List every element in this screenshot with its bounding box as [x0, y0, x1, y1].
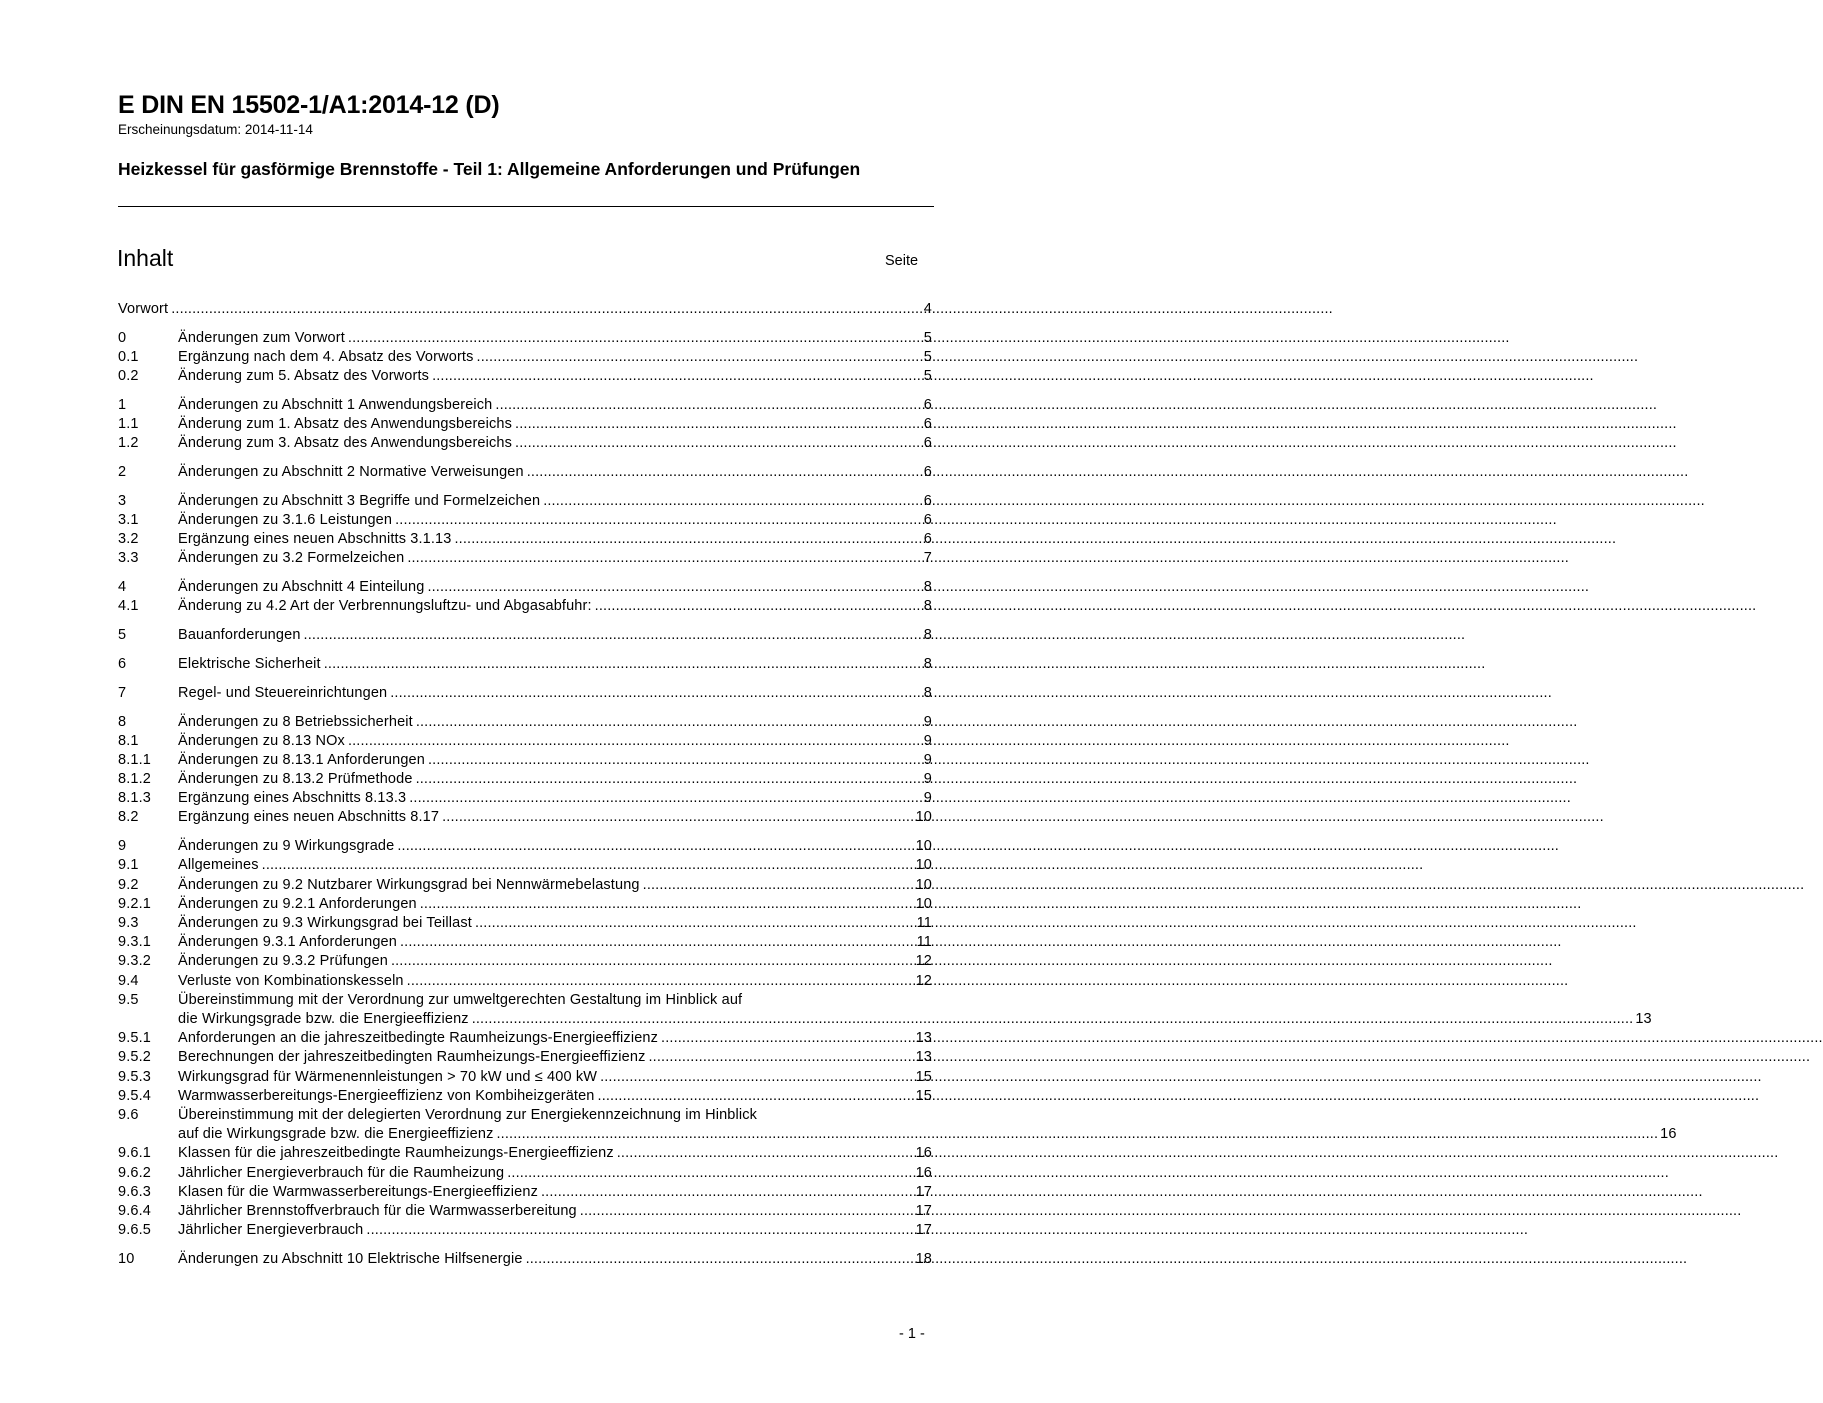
- toc-entry-page: 9: [923, 732, 932, 749]
- page-number: - 1 -: [899, 1326, 925, 1342]
- toc-entry-title: Änderungen zu Abschnitt 3 Begriffe und Formelzeichen: [178, 492, 541, 509]
- toc-entry-page: 13: [915, 1030, 932, 1047]
- toc-dot-leader: [495, 396, 921, 415]
- toc-dot-leader: [324, 655, 922, 674]
- toc-entry-number: 8.1: [118, 732, 139, 749]
- toc-entry[interactable]: [118, 1250, 932, 1269]
- toc-entry-page: 16: [915, 1145, 932, 1162]
- toc-entry-page: 6: [923, 435, 932, 452]
- toc-entry[interactable]: [118, 434, 932, 453]
- toc-entry-number: 1.1: [118, 416, 139, 433]
- toc-entry-page: 15: [915, 1068, 932, 1085]
- toc-dot-leader: [526, 1250, 914, 1269]
- toc-entry-page: 5: [923, 329, 932, 346]
- toc-entry-title: Änderungen zu 8 Betriebssicherheit: [178, 713, 413, 730]
- toc-entry-page: 6: [923, 464, 932, 481]
- toc-entry-title: Vorwort: [118, 301, 169, 317]
- toc-dot-leader: [395, 511, 922, 530]
- title-divider: [118, 206, 934, 207]
- toc-entry-title: Änderung zum 3. Absatz des Anwendungsbereichs: [178, 435, 513, 452]
- toc-entry-page: 6: [923, 396, 932, 413]
- toc-entry-number: 0.2: [118, 368, 139, 385]
- toc-entry[interactable]: [118, 1029, 932, 1048]
- toc-entry-page: 7: [923, 550, 932, 567]
- toc-entry-number: 9.3.1: [118, 934, 151, 951]
- toc-entry-page: 13: [1635, 1010, 1652, 1027]
- toc-dot-leader: [416, 770, 922, 789]
- toc-entry-title: Bauanforderungen: [178, 627, 301, 644]
- toc-entry[interactable]: [118, 933, 932, 952]
- toc-entry-page: 9: [923, 751, 932, 768]
- toc-entry-page: 10: [915, 838, 932, 855]
- toc-entry-title: Allgemeines: [178, 857, 259, 874]
- toc-entry-number: 9: [118, 838, 127, 855]
- toc-entry[interactable]: [118, 1144, 932, 1163]
- toc-entry-title: Übereinstimmung mit der Verordnung zur umweltgerechten Gestaltung im Hinblick auf: [178, 991, 743, 1008]
- toc-dot-leader: [455, 530, 922, 549]
- toc-entry-number: 0.1: [118, 348, 139, 365]
- toc-dot-leader: [442, 808, 913, 827]
- toc-entry-number: 9.5.1: [118, 1030, 151, 1047]
- toc-entry-number: 2: [118, 464, 127, 481]
- toc-dot-leader: [649, 1048, 914, 1067]
- toc-entry-title: Anforderungen an die jahreszeitbedingte Raumheizungs-Energieeffizienz: [178, 1030, 659, 1047]
- toc-entry-title: Berechnungen der jahreszeitbedingten Raumheizungs-Energieeffizienz: [178, 1049, 646, 1066]
- toc-entry-title-continued: die Wirkungsgrade bzw. die Energieeffizienz: [178, 1010, 469, 1027]
- toc-entry-number: 9.6.4: [118, 1202, 151, 1219]
- toc-entry-number: 9.6: [118, 1106, 139, 1123]
- toc-dot-leader: [497, 1125, 1659, 1144]
- toc-dot-leader: [171, 300, 922, 319]
- toc-entry-title: Änderungen zu Abschnitt 1 Anwendungsbereich: [178, 396, 493, 413]
- publication-date: Erscheinungsdatum: 2014-11-14: [118, 122, 313, 137]
- toc-entry-title: Regel- und Steuereinrichtungen: [178, 684, 388, 701]
- toc-entry-page: 13: [915, 1049, 932, 1066]
- toc-entry-title: Ergänzung nach dem 4. Absatz des Vorworts: [178, 348, 474, 365]
- toc-entry[interactable]: [118, 684, 932, 703]
- document-title: E DIN EN 15502-1/A1:2014-12 (D): [118, 91, 500, 119]
- toc-entry-title: Änderungen zu 9 Wirkungsgrade: [178, 838, 395, 855]
- toc-entry-number: 1.2: [118, 435, 139, 452]
- toc-entry-title: Änderungen zu Abschnitt 4 Einteilung: [178, 579, 425, 596]
- toc-entry[interactable]: [118, 1048, 932, 1067]
- toc-entry[interactable]: [118, 492, 932, 511]
- toc-entry-title: Änderungen zu 8.13 NOx: [178, 732, 345, 749]
- table-of-contents: [118, 300, 1677, 1269]
- toc-entry-page: 17: [915, 1222, 932, 1239]
- toc-dot-leader: [580, 1202, 914, 1221]
- toc-entry[interactable]: [118, 463, 932, 482]
- toc-entry-number: 8.1.1: [118, 751, 151, 768]
- toc-dot-leader: [348, 329, 922, 348]
- toc-entry[interactable]: [118, 789, 932, 808]
- toc-entry-page: 16: [1660, 1126, 1677, 1143]
- toc-dot-leader: [598, 1087, 914, 1106]
- toc-entry-number: 9.2.1: [118, 895, 151, 912]
- toc-entry-title: Ergänzung eines neuen Abschnitts 3.1.13: [178, 531, 452, 548]
- toc-entry-number: 9.6.1: [118, 1145, 151, 1162]
- toc-entry-title: Änderungen zu 3.1.6 Leistungen: [178, 512, 393, 529]
- toc-dot-leader: [427, 578, 921, 597]
- toc-entry-title: Änderungen zu 8.13.1 Anforderungen: [178, 751, 425, 768]
- toc-entry-page: 8: [923, 627, 932, 644]
- toc-dot-leader: [400, 933, 915, 952]
- toc-entry-page: 4: [923, 301, 932, 317]
- toc-entry[interactable]: [118, 396, 932, 415]
- toc-entry-page: 10: [915, 857, 932, 874]
- toc-entry-page: 9: [923, 771, 932, 788]
- toc-dot-leader: [595, 597, 922, 616]
- toc-entry-title: Wirkungsgrad für Wärmenennleistungen > 70 kW und ≤ 400 kW: [178, 1068, 598, 1085]
- toc-entry[interactable]: [118, 329, 932, 348]
- toc-entry-title: Übereinstimmung mit der delegierten Verordnung zur Energiekennzeichnung im Hinblick: [178, 1106, 758, 1123]
- toc-entry[interactable]: [118, 578, 932, 597]
- toc-entry[interactable]: [118, 626, 932, 645]
- toc-entry-title: Änderungen zu 3.2 Formelzeichen: [178, 550, 405, 567]
- toc-entry-page: 9: [923, 713, 932, 730]
- toc-entry-title: Klasen für die Warmwasserbereitungs-Energieeffizienz: [178, 1183, 538, 1200]
- toc-entry-page: 6: [923, 512, 932, 529]
- toc-dot-leader: [472, 1010, 1634, 1029]
- toc-entry[interactable]: [118, 808, 932, 827]
- toc-entry[interactable]: [118, 1087, 932, 1106]
- toc-entry-number: 5: [118, 627, 127, 644]
- toc-entry-title: Änderung zum 5. Absatz des Vorworts: [178, 368, 430, 385]
- toc-dot-leader: [262, 856, 914, 875]
- toc-dot-leader: [600, 1068, 913, 1087]
- toc-dot-leader: [543, 492, 922, 511]
- toc-page-column-label: Seite: [885, 253, 919, 269]
- toc-entry-number: 9.1: [118, 857, 139, 874]
- toc-entry[interactable]: [118, 770, 932, 789]
- toc-entry-number: 9.6.3: [118, 1183, 151, 1200]
- toc-entry-number: 3: [118, 492, 127, 509]
- toc-dot-leader: [390, 684, 922, 703]
- toc-entry[interactable]: [118, 1202, 932, 1221]
- toc-entry[interactable]: [118, 655, 932, 674]
- toc-entry-title: Änderungen zu 8.13.2 Prüfmethode: [178, 771, 413, 788]
- toc-entry-number: 8.1.3: [118, 790, 151, 807]
- toc-dot-leader: [397, 837, 913, 856]
- toc-entry-number: 3.1: [118, 512, 139, 529]
- toc-entry-number: 9.2: [118, 876, 139, 893]
- toc-entry-number: 9.5.4: [118, 1087, 151, 1104]
- toc-dot-leader: [475, 914, 915, 933]
- toc-dot-leader: [391, 952, 914, 971]
- toc-entry[interactable]: [118, 914, 932, 933]
- toc-dot-leader: [541, 1183, 914, 1202]
- toc-entry-title: Änderungen zu 9.2 Nutzbarer Wirkungsgrad bei Nennwärmebelastung: [178, 876, 640, 893]
- toc-dot-leader: [515, 434, 922, 453]
- toc-entry-title: Änderungen zu Abschnitt 10 Elektrische Hilfsenergie: [178, 1250, 523, 1267]
- toc-dot-leader: [420, 895, 914, 914]
- toc-entry[interactable]: [118, 1106, 1677, 1144]
- toc-entry-page: 8: [923, 684, 932, 701]
- toc-entry-page: 10: [915, 876, 932, 893]
- toc-entry-page: 6: [923, 531, 932, 548]
- toc-entry-number: 8: [118, 713, 127, 730]
- toc-entry-number: 4: [118, 579, 127, 596]
- toc-entry[interactable]: [118, 837, 932, 856]
- toc-entry-number: 9.5.2: [118, 1049, 151, 1066]
- toc-entry-number: 9.5: [118, 991, 139, 1008]
- toc-entry-title: Jährlicher Energieverbrauch: [178, 1222, 364, 1239]
- toc-entry-page: 9: [923, 790, 932, 807]
- toc-entry-page: 8: [923, 579, 932, 596]
- toc-entry-page: 8: [923, 598, 932, 615]
- toc-entry[interactable]: [118, 530, 932, 549]
- toc-entry[interactable]: [118, 856, 932, 875]
- toc-entry-page: 16: [915, 1164, 932, 1181]
- toc-entry-title: Warmwasserbereitungs-Energieeffizienz von Kombiheizgeräten: [178, 1087, 595, 1104]
- toc-entry-page: 5: [923, 348, 932, 365]
- toc-entry[interactable]: [118, 732, 932, 751]
- toc-heading: Inhalt: [117, 245, 174, 271]
- toc-entry-title: Änderungen zu Abschnitt 2 Normative Verweisungen: [178, 464, 524, 481]
- toc-entry-number: 3.3: [118, 550, 139, 567]
- toc-entry-page: 15: [915, 1087, 932, 1104]
- toc-entry[interactable]: [118, 713, 932, 732]
- toc-entry-title: Änderung zu 4.2 Art der Verbrennungsluftzu- und Abgasabfuhr:: [178, 598, 592, 615]
- toc-entry-number: 8.2: [118, 809, 139, 826]
- toc-entry[interactable]: [118, 549, 932, 568]
- toc-entry[interactable]: [118, 511, 932, 530]
- toc-entry-number: 6: [118, 655, 127, 672]
- toc-dot-leader: [507, 1164, 913, 1183]
- toc-dot-leader: [366, 1221, 913, 1240]
- toc-entry[interactable]: [118, 300, 932, 319]
- toc-entry[interactable]: [118, 991, 1652, 1029]
- toc-entry[interactable]: [118, 952, 932, 971]
- toc-dot-leader: [407, 549, 921, 568]
- toc-entry-page: 12: [915, 972, 932, 989]
- toc-entry[interactable]: [118, 367, 932, 386]
- toc-entry-title: Änderungen zu 9.3.2 Prüfungen: [178, 953, 388, 970]
- toc-entry-page: 6: [923, 416, 932, 433]
- toc-entry-number: 3.2: [118, 531, 139, 548]
- toc-entry-page: 10: [915, 809, 932, 826]
- toc-entry[interactable]: [118, 415, 932, 434]
- document-subtitle: Heizkessel für gasförmige Brennstoffe - Teil 1: Allgemeine Anforderungen und Prüfungen: [118, 159, 861, 179]
- toc-entry-page: 6: [923, 492, 932, 509]
- toc-entry[interactable]: [118, 895, 932, 914]
- toc-entry-number: 7: [118, 684, 127, 701]
- toc-entry-number: 8.1.2: [118, 771, 151, 788]
- toc-entry-title: Verluste von Kombinationskesseln: [178, 972, 404, 989]
- toc-entry[interactable]: [118, 1068, 932, 1087]
- toc-entry-page: 18: [915, 1250, 932, 1267]
- toc-entry-page: 12: [915, 953, 932, 970]
- toc-entry[interactable]: [118, 876, 932, 895]
- toc-dot-leader: [643, 876, 914, 895]
- toc-dot-leader: [407, 972, 914, 991]
- toc-entry-page: 11: [916, 915, 932, 931]
- toc-entry-page: 10: [915, 895, 932, 912]
- toc-entry-title: Änderungen zu 9.3 Wirkungsgrad bei Teillast: [178, 915, 472, 931]
- toc-entry[interactable]: [118, 972, 932, 991]
- toc-entry-title: Änderungen zu 9.2.1 Anforderungen: [178, 895, 417, 912]
- toc-dot-leader: [409, 789, 922, 808]
- toc-entry-title: Jährlicher Energieverbrauch für die Raumheizung: [178, 1164, 505, 1181]
- toc-dot-leader: [304, 626, 922, 645]
- toc-entry-title: Jährlicher Brennstoffverbrauch für die Warmwasserbereitung: [178, 1202, 577, 1219]
- toc-entry[interactable]: [118, 1183, 932, 1202]
- toc-entry-page: 8: [923, 655, 932, 672]
- toc-entry-number: 9.6.5: [118, 1222, 151, 1239]
- toc-entry-page: 17: [915, 1202, 932, 1219]
- toc-entry-page: 5: [923, 368, 932, 385]
- toc-dot-leader: [527, 463, 922, 482]
- toc-dot-leader: [661, 1029, 914, 1048]
- toc-entry[interactable]: [118, 1221, 932, 1240]
- toc-dot-leader: [477, 348, 922, 367]
- toc-entry-number: 1: [118, 396, 127, 413]
- toc-entry-title: Elektrische Sicherheit: [178, 655, 321, 672]
- toc-entry-number: 9.3.2: [118, 953, 151, 970]
- toc-entry[interactable]: [118, 348, 932, 367]
- toc-entry-title: Klassen für die jahreszeitbedingte Raumheizungs-Energieeffizienz: [178, 1145, 614, 1162]
- toc-entry-title: Ergänzung eines Abschnitts 8.13.3: [178, 790, 407, 807]
- toc-dot-leader: [617, 1144, 914, 1163]
- toc-dot-leader: [432, 367, 922, 386]
- toc-entry[interactable]: [118, 597, 932, 616]
- toc-entry-number: 9.3: [118, 915, 139, 931]
- toc-entry[interactable]: [118, 1164, 932, 1183]
- toc-entry-number: 9.4: [118, 972, 139, 989]
- toc-entry-number: 9.6.2: [118, 1164, 151, 1181]
- toc-dot-leader: [515, 415, 922, 434]
- toc-dot-leader: [348, 732, 922, 751]
- toc-entry-page: 17: [915, 1183, 932, 1200]
- toc-entry-number: 10: [118, 1250, 135, 1267]
- toc-entry-title-continued: auf die Wirkungsgrade bzw. die Energieeffizienz: [178, 1126, 494, 1143]
- toc-entry-title: Ergänzung eines neuen Abschnitts 8.17: [178, 809, 440, 826]
- toc-entry-number: 0: [118, 329, 127, 346]
- toc-entry-number: 4.1: [118, 598, 139, 615]
- toc-entry-title: Änderungen zum Vorwort: [178, 329, 345, 346]
- toc-entry[interactable]: [118, 751, 932, 770]
- toc-entry-title: Änderungen 9.3.1 Anforderungen: [178, 934, 397, 951]
- toc-entry-title: Änderung zum 1. Absatz des Anwendungsbereichs: [178, 416, 513, 433]
- toc-dot-leader: [428, 751, 922, 770]
- toc-dot-leader: [416, 713, 922, 732]
- toc-entry-number: 9.5.3: [118, 1068, 151, 1085]
- toc-entry-page: 11: [916, 934, 932, 951]
